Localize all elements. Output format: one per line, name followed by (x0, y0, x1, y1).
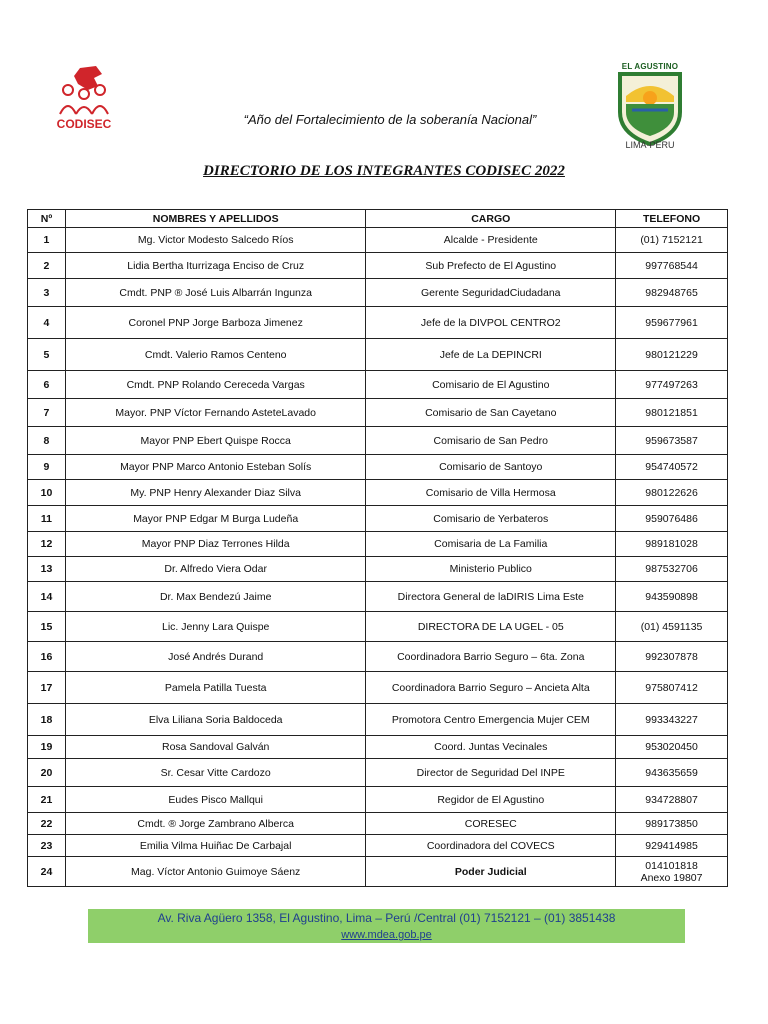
document-title: DIRECTORIO DE LOS INTEGRANTES CODISEC 2022 (203, 163, 565, 179)
row-phone: 953020450 (616, 736, 728, 759)
row-phone-main: 014101818 (645, 859, 698, 872)
row-name: José Andrés Durand (65, 642, 365, 672)
row-name: Emilia Vilma Huiñac De Carbajal (65, 835, 365, 857)
row-name: Mayor. PNP Víctor Fernando AsteteLavado (65, 399, 365, 427)
row-name: Cmdt. PNP Rolando Cereceda Vargas (65, 371, 365, 399)
row-phone: 993343227 (616, 704, 728, 736)
row-name: Eudes Pisco Mallqui (65, 787, 365, 813)
row-number: 13 (28, 557, 66, 582)
row-phone: 954740572 (616, 455, 728, 480)
table-row (28, 455, 728, 480)
table-row (28, 672, 728, 704)
table-row (28, 279, 728, 307)
row-name: Mg. Victor Modesto Salcedo Ríos (65, 228, 365, 253)
table-row (28, 704, 728, 736)
row-phone: 980122626 (616, 480, 728, 506)
row-phone: 980121229 (616, 339, 728, 371)
row-name: Mayor PNP Marco Antonio Esteban Solís (65, 455, 365, 480)
row-position: Comisario de Santoyo (366, 455, 616, 480)
row-number: 24 (28, 857, 66, 887)
table-row (28, 612, 728, 642)
row-phone: (01) 4591135 (616, 612, 728, 642)
codisec-logo-text: CODISEC (56, 117, 112, 131)
row-position: Ministerio Publico (366, 557, 616, 582)
table-row (28, 339, 728, 371)
row-number: 9 (28, 455, 66, 480)
row-name: Dr. Max Bendezú Jaime (65, 582, 365, 612)
row-number: 16 (28, 642, 66, 672)
row-phone: (01) 7152121 (616, 228, 728, 253)
table-row (28, 813, 728, 835)
row-position: Coordinadora del COVECS (366, 835, 616, 857)
table-row (28, 371, 728, 399)
row-name: Lidia Bertha Iturrizaga Enciso de Cruz (65, 253, 365, 279)
row-position: Comisario de Villa Hermosa (366, 480, 616, 506)
row-name: Coronel PNP Jorge Barboza Jimenez (65, 307, 365, 339)
row-phone: 987532706 (616, 557, 728, 582)
table-row (28, 736, 728, 759)
row-phone: 943590898 (616, 582, 728, 612)
table-row (28, 480, 728, 506)
table-row (28, 427, 728, 455)
row-name: Mayor PNP Diaz Terrones Hilda (65, 532, 365, 557)
footer-website-link[interactable]: www.mdea.gob.pe (341, 929, 432, 941)
row-number: 1 (28, 228, 66, 253)
column-header-name: NOMBRES Y APELLIDOS (65, 210, 365, 228)
row-number: 20 (28, 759, 66, 787)
table-row (28, 307, 728, 339)
row-position: Directora General de laDIRIS Lima Este (366, 582, 616, 612)
row-number: 11 (28, 506, 66, 532)
row-name: Lic. Jenny Lara Quispe (65, 612, 365, 642)
row-name: Dr. Alfredo Viera Odar (65, 557, 365, 582)
table-row (28, 642, 728, 672)
row-name: Rosa Sandoval Galván (65, 736, 365, 759)
row-phone: 989173850 (616, 813, 728, 835)
row-position: Coord. Juntas Vecinales (366, 736, 616, 759)
row-phone: 992307878 (616, 642, 728, 672)
row-position: Director de Seguridad Del INPE (366, 759, 616, 787)
table-row (28, 835, 728, 857)
row-phone: 943635659 (616, 759, 728, 787)
row-name: Mayor PNP Edgar M Burga Ludeña (65, 506, 365, 532)
row-position: Gerente SeguridadCiudadana (366, 279, 616, 307)
row-position: Comisario de San Pedro (366, 427, 616, 455)
row-position: Jefe de la DIVPOL CENTRO2 (366, 307, 616, 339)
row-number: 4 (28, 307, 66, 339)
column-header-phone: TELEFONO (616, 210, 728, 228)
table-row (28, 787, 728, 813)
directory-table (27, 209, 728, 887)
row-position: Regidor de El Agustino (366, 787, 616, 813)
row-position: Alcalde - Presidente (366, 228, 616, 253)
row-position: DIRECTORA DE LA UGEL - 05 (366, 612, 616, 642)
row-name: Cmdt. Valerio Ramos Centeno (65, 339, 365, 371)
row-name: Cmdt. ® Jorge Zambrano Alberca (65, 813, 365, 835)
row-number: 14 (28, 582, 66, 612)
row-phone: 959673587 (616, 427, 728, 455)
row-position: Poder Judicial (366, 857, 616, 887)
row-phone: 959076486 (616, 506, 728, 532)
table-row (28, 399, 728, 427)
municipality-name: EL AGUSTINO (621, 62, 679, 71)
row-position: Coordinadora Barrio Seguro – Ancieta Alta (366, 672, 616, 704)
column-header-number: Nº (28, 210, 66, 228)
row-phone: 929414985 (616, 835, 728, 857)
table-row (28, 582, 728, 612)
row-number: 19 (28, 736, 66, 759)
row-number: 6 (28, 371, 66, 399)
row-number: 12 (28, 532, 66, 557)
row-position: Comisario de Yerbateros (366, 506, 616, 532)
table-row (28, 506, 728, 532)
row-name: My. PNP Henry Alexander Diaz Silva (65, 480, 365, 506)
row-phone: 982948765 (616, 279, 728, 307)
row-phone: 975807412 (616, 672, 728, 704)
table-row (28, 532, 728, 557)
row-position: Jefe de La DEPINCRI (366, 339, 616, 371)
table-row (28, 253, 728, 279)
row-number: 23 (28, 835, 66, 857)
row-phone: 989181028 (616, 532, 728, 557)
row-number: 17 (28, 672, 66, 704)
row-position: CORESEC (366, 813, 616, 835)
el-agustino-shield-logo (612, 52, 688, 152)
table-row (28, 557, 728, 582)
row-number: 15 (28, 612, 66, 642)
row-position: Comisario de El Agustino (366, 371, 616, 399)
footer-address: Av. Riva Agüero 1358, El Agustino, Lima – Perú /Central (01) 7152121 – (01) 3851438 (157, 911, 616, 925)
row-name: Pamela Patilla Tuesta (65, 672, 365, 704)
row-position: Promotora Centro Emergencia Mujer CEM (366, 704, 616, 736)
row-phone: 997768544 (616, 253, 728, 279)
row-phone: 977497263 (616, 371, 728, 399)
row-number: 18 (28, 704, 66, 736)
row-number: 21 (28, 787, 66, 813)
row-name: Sr. Cesar Vitte Cardozo (65, 759, 365, 787)
row-phone: 980121851 (616, 399, 728, 427)
row-phone (616, 857, 728, 887)
year-motto: “Año del Fortalecimiento de la soberanía Nacional” (243, 112, 537, 127)
row-name: Cmdt. PNP ® José Luis Albarrán Ingunza (65, 279, 365, 307)
table-header-row (28, 210, 728, 228)
row-name: Mag. Víctor Antonio Guimoye Sáenz (65, 857, 365, 887)
row-phone: 959677961 (616, 307, 728, 339)
row-position: Comisaria de La Familia (366, 532, 616, 557)
row-number: 5 (28, 339, 66, 371)
row-position: Sub Prefecto de El Agustino (366, 253, 616, 279)
row-position: Coordinadora Barrio Seguro – 6ta. Zona (366, 642, 616, 672)
row-phone-extension: Anexo 19807 (640, 871, 703, 884)
row-number: 22 (28, 813, 66, 835)
row-name: Elva Liliana Soria Baldoceda (65, 704, 365, 736)
row-number: 8 (28, 427, 66, 455)
row-position: Comisario de San Cayetano (366, 399, 616, 427)
column-header-position: CARGO (366, 210, 616, 228)
row-phone: 934728807 (616, 787, 728, 813)
municipality-location: LIMA-PERU (625, 140, 675, 150)
table-row (28, 857, 728, 887)
row-number: 10 (28, 480, 66, 506)
table-row (28, 759, 728, 787)
row-number: 7 (28, 399, 66, 427)
row-number: 3 (28, 279, 66, 307)
row-name: Mayor PNP Ebert Quispe Rocca (65, 427, 365, 455)
table-row (28, 228, 728, 253)
row-number: 2 (28, 253, 66, 279)
